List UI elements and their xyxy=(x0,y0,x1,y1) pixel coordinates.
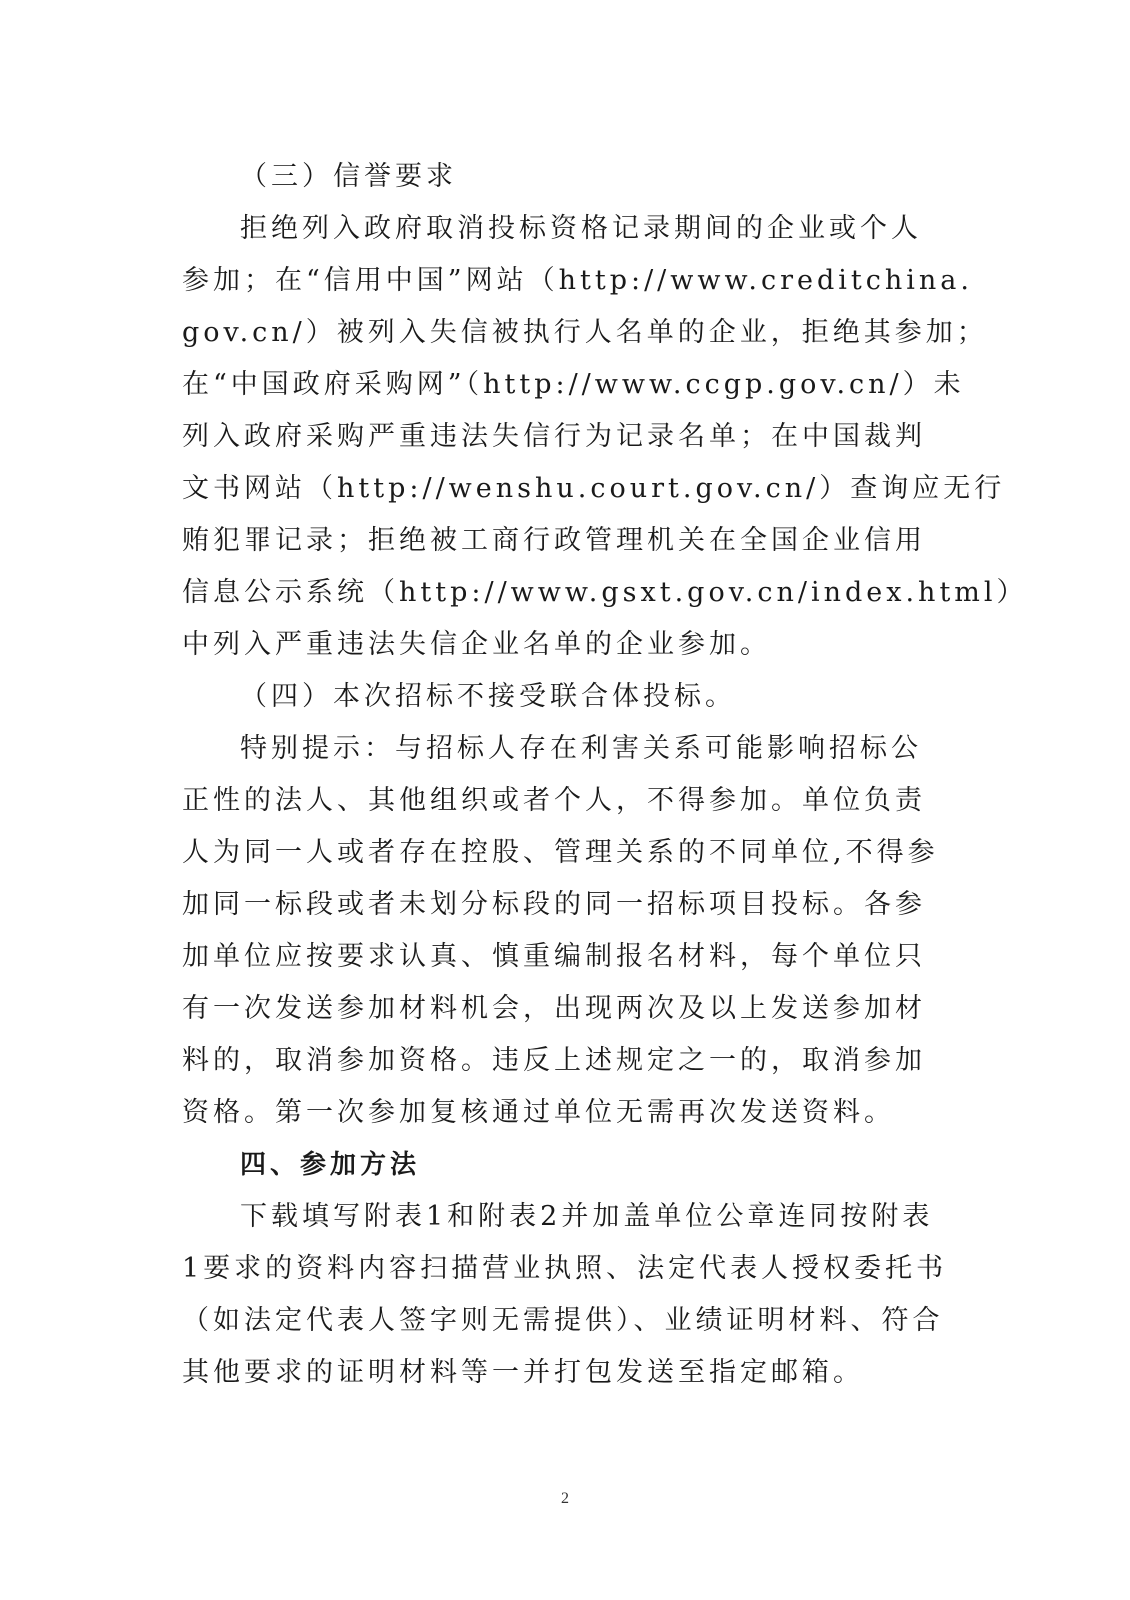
paragraph-line: 加同一标段或者未划分标段的同一招标项目投标。各参 xyxy=(182,889,926,920)
section-heading-credit-requirements: （三）信誉要求 xyxy=(240,161,457,192)
paragraph-line: gov.cn/）被列入失信被执行人名单的企业，拒绝其参加； xyxy=(182,317,988,348)
paragraph-line: 其他要求的证明材料等一并打包发送至指定邮箱。 xyxy=(182,1357,864,1388)
paragraph-line: 文书网站（http://wenshu.court.gov.cn/）查询应无行 xyxy=(182,473,1006,504)
paragraph-line: 资格。第一次参加复核通过单位无需再次发送资料。 xyxy=(182,1097,895,1128)
paragraph-line: 参加；在“信用中国”网站（http://www.creditchina. xyxy=(182,265,973,296)
section-heading-no-consortium: （四）本次招标不接受联合体投标。 xyxy=(240,681,736,712)
paragraph-line: 在“中国政府采购网”（http://www.ccgp.gov.cn/）未 xyxy=(182,369,965,400)
paragraph-line: （如法定代表人签字则无需提供）、业绩证明材料、符合 xyxy=(182,1305,944,1336)
paragraph-line: 列入政府采购严重违法失信行为记录名单；在中国裁判 xyxy=(182,421,926,452)
paragraph-line: 有一次发送参加材料机会，出现两次及以上发送参加材 xyxy=(182,993,926,1024)
paragraph-line: 人为同一人或者存在控股、管理关系的不同单位,不得参 xyxy=(182,837,939,868)
paragraph-line: 拒绝列入政府取消投标资格记录期间的企业或个人 xyxy=(240,213,922,244)
paragraph-line: 下载填写附表1和附表2并加盖单位公章连同按附表 xyxy=(240,1201,934,1232)
paragraph-line: 特别提示：与招标人存在利害关系可能影响招标公 xyxy=(240,733,922,764)
page-number: 2 xyxy=(561,1490,569,1507)
paragraph-line: 料的，取消参加资格。违反上述规定之一的，取消参加 xyxy=(182,1045,926,1076)
paragraph-line: 1要求的资料内容扫描营业执照、法定代表人授权委托书 xyxy=(182,1253,948,1284)
section-heading-participation-method: 四、参加方法 xyxy=(240,1150,421,1180)
paragraph-line: 信息公示系统（http://www.gsxt.gov.cn/index.html） xyxy=(182,577,1028,608)
paragraph-line: 正性的法人、其他组织或者个人，不得参加。单位负责 xyxy=(182,785,926,816)
paragraph-line: 贿犯罪记录；拒绝被工商行政管理机关在全国企业信用 xyxy=(182,525,926,556)
paragraph-line: 加单位应按要求认真、慎重编制报名材料，每个单位只 xyxy=(182,941,926,972)
paragraph-line: 中列入严重违法失信企业名单的企业参加。 xyxy=(182,629,771,660)
